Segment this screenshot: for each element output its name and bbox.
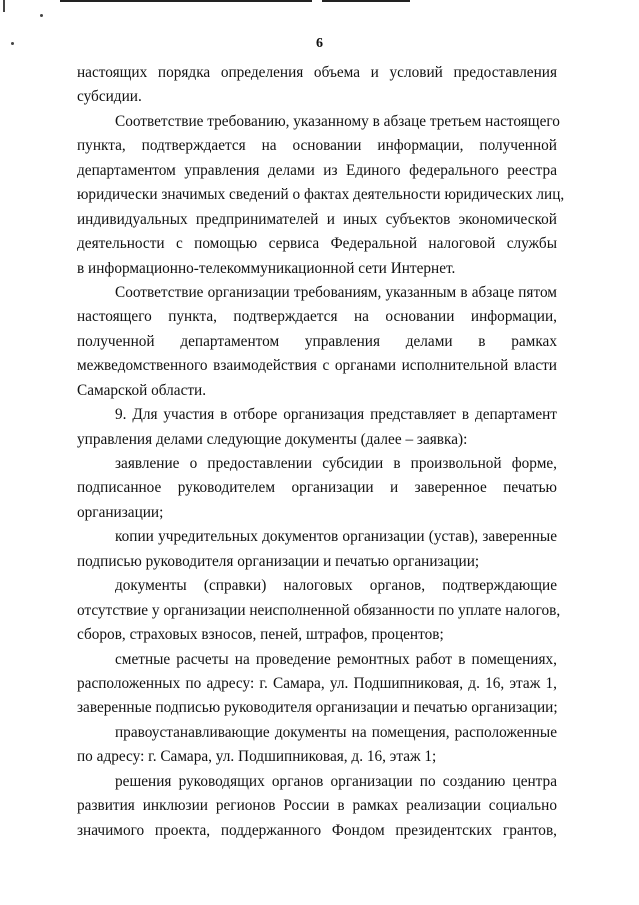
- text-line: правоустанавливающие документы на помещения, расположенные: [115, 723, 557, 741]
- text-line: межведомственного взаимодействия с органами исполнительной власти: [77, 357, 557, 375]
- document-body: [77, 61, 565, 843]
- text-line: деятельности с помощью сервиса Федеральной налоговой службы: [77, 235, 557, 253]
- text-line: по адресу: г. Самара, ул. Подшипниковая, д. 16, этаж 1;: [77, 748, 437, 766]
- text-line: подписью руководителя организации и печатью организации;: [77, 552, 480, 570]
- text-line: значимого проекта, поддержанного Фондом президентских грантов,: [77, 821, 557, 839]
- text-line: управления делами следующие документы (далее – заявка):: [77, 430, 468, 448]
- text-line: копии учредительных документов организации (устав), заверенные: [115, 528, 557, 546]
- text-line: юридически значимых сведений о фактах деятельности юридических лиц,: [77, 186, 565, 204]
- text-line: документы (справки) налоговых органов, подтверждающие: [115, 577, 557, 595]
- text-line: организации;: [77, 503, 164, 521]
- text-line: сборов, страховых взносов, пеней, штрафов, процентов;: [77, 626, 444, 644]
- page-number: 6: [316, 36, 323, 51]
- text-line: настоящего пункта, подтверждается на основании информации,: [77, 308, 557, 326]
- text-line: расположенных по адресу: г. Самара, ул. Подшипниковая, д. 16, этаж 1,: [77, 674, 557, 692]
- text-line: заверенные подписью руководителя организации и печатью организации;: [77, 699, 558, 717]
- text-line: субсидии.: [77, 88, 142, 106]
- text-line: Самарской области.: [77, 381, 207, 399]
- scan-speck: [3, 0, 5, 12]
- text-line: развития инклюзии регионов России в рамках реализации социально: [77, 797, 557, 815]
- text-line: Соответствие требованию, указанному в абзаце третьем настоящего: [115, 112, 560, 130]
- text-line: подписанное руководителем организации и заверенное печатью: [77, 479, 557, 497]
- text-line: сметные расчеты на проведение ремонтных работ в помещениях,: [115, 650, 557, 668]
- text-line: в информационно-телекоммуникационной сети Интернет.: [77, 259, 456, 277]
- text-line: Соответствие организации требованиям, указанным в абзаце пятом: [115, 283, 557, 301]
- scan-top-edge-line: [322, 0, 410, 2]
- text-line: настоящих порядка определения объема и условий предоставления: [77, 64, 557, 81]
- scan-speck: [40, 14, 43, 17]
- text-line: заявление о предоставлении субсидии в произвольной форме,: [115, 455, 557, 472]
- text-line: отсутствие у организации неисполненной обязанности по уплате налогов,: [77, 601, 561, 619]
- text-line: индивидуальных предпринимателей и иных субъектов экономической: [77, 210, 557, 228]
- text-line: департаментом управления делами из Единого федерального реестра: [77, 161, 557, 179]
- scan-top-edge-line: [60, 0, 312, 2]
- text-line: пункта, подтверждается на основании информации, полученной: [77, 137, 557, 155]
- text-line: полученной департаментом управления делами в рамках: [77, 332, 557, 350]
- text-line: решения руководящих органов организации по созданию центра: [115, 772, 557, 790]
- text-line: 9. Для участия в отборе организация представляет в департамент: [115, 406, 557, 424]
